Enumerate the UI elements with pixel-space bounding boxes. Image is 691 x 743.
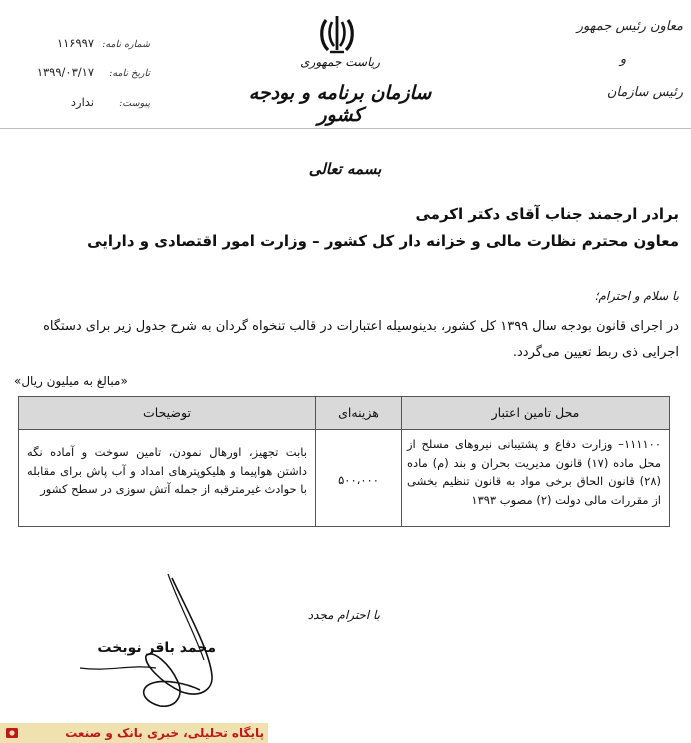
- cell-funding-source: ۱۱۱۱۰۰– وزارت دفاع و پشتیبانی نیروهای مسلح از محل ماده (۱۷) قانون مدیریت بحران و بند (م) ماده (۲۸) قانون الحاق برخی مواد به قانون تنظیم بخشی از مقررات مالی دولت (۲) مصوب ۱۳۹۳: [407, 437, 661, 507]
- cell-amount: ۵۰۰،۰۰۰: [338, 473, 379, 487]
- body-line-2: اجرایی ذی ربط تعیین می‌گردد.: [512, 345, 679, 360]
- letter-date-label: تاریخ نامه:: [109, 68, 150, 79]
- unit-note: «مبالغ به میلیون ریال»: [14, 374, 128, 388]
- official-title-line-3: رئیس سازمان: [606, 85, 683, 100]
- attachment-label: پیوست:: [119, 98, 150, 109]
- site-logo-icon: [6, 728, 18, 738]
- official-title-line-2: و: [619, 52, 627, 67]
- presidency-label: ریاست جمهوری: [300, 55, 380, 69]
- attachment-row: [0, 95, 150, 113]
- body-line-1: در اجرای قانون بودجه سال ۱۳۹۹ کل کشور، بدینوسیله اعتبارات در قالب تنخواه گردان به شرح جدول زیر برای دستگاه: [43, 319, 679, 334]
- organization-name: سازمان برنامه و بودجه کشور: [248, 82, 432, 126]
- letter-number-label: شماره نامه:: [102, 39, 150, 50]
- greeting: با سلام و احترام؛: [594, 289, 679, 303]
- footer-text: پایگاه تحلیلی، خبری بانک و صنعت: [65, 726, 264, 740]
- letter-number-row: [0, 36, 150, 54]
- footer-banner: [0, 723, 268, 743]
- cell-description: بابت تجهیز، اورهال نمودن، تامین سوخت و آماده نگه داشتن هواپیما و هلیکوپترهای امداد و آب پاش برای مقابله با حوادث غیرمترقبه از جمله آتش سوزی در سطح کشور: [27, 445, 307, 496]
- header-funding-source: محل تامین اعتبار: [491, 405, 580, 420]
- header-description: توضیحات: [143, 405, 191, 420]
- recipient-line-2: معاون محترم نظارت مالی و خزانه دار کل کشور – وزارت امور اقتصادی و دارایی: [87, 232, 679, 250]
- header-expense: هزینه‌ای: [338, 405, 379, 420]
- closing-phrase: با احترام مجدد: [307, 608, 380, 622]
- recipient-line-1: برادر ارجمند جناب آقای دکتر اکرمی: [415, 205, 679, 223]
- attachment-value: ندارد: [70, 95, 94, 109]
- iran-emblem-icon: [318, 14, 356, 56]
- signer-name: محمد باقر نوبخت: [97, 640, 216, 656]
- bismillah: بسمه تعالی: [308, 160, 382, 178]
- official-title-line-1: معاون رئیس جمهور: [576, 19, 683, 34]
- official-title: [573, 20, 683, 119]
- header-divider: [0, 128, 691, 129]
- letter-date-row: [0, 65, 150, 83]
- letter-number-value: ۱۱۶۹۹۷: [56, 36, 94, 50]
- letter-date-value: ۱۳۹۹/۰۳/۱۷: [36, 65, 94, 79]
- allocation-table: [18, 396, 670, 527]
